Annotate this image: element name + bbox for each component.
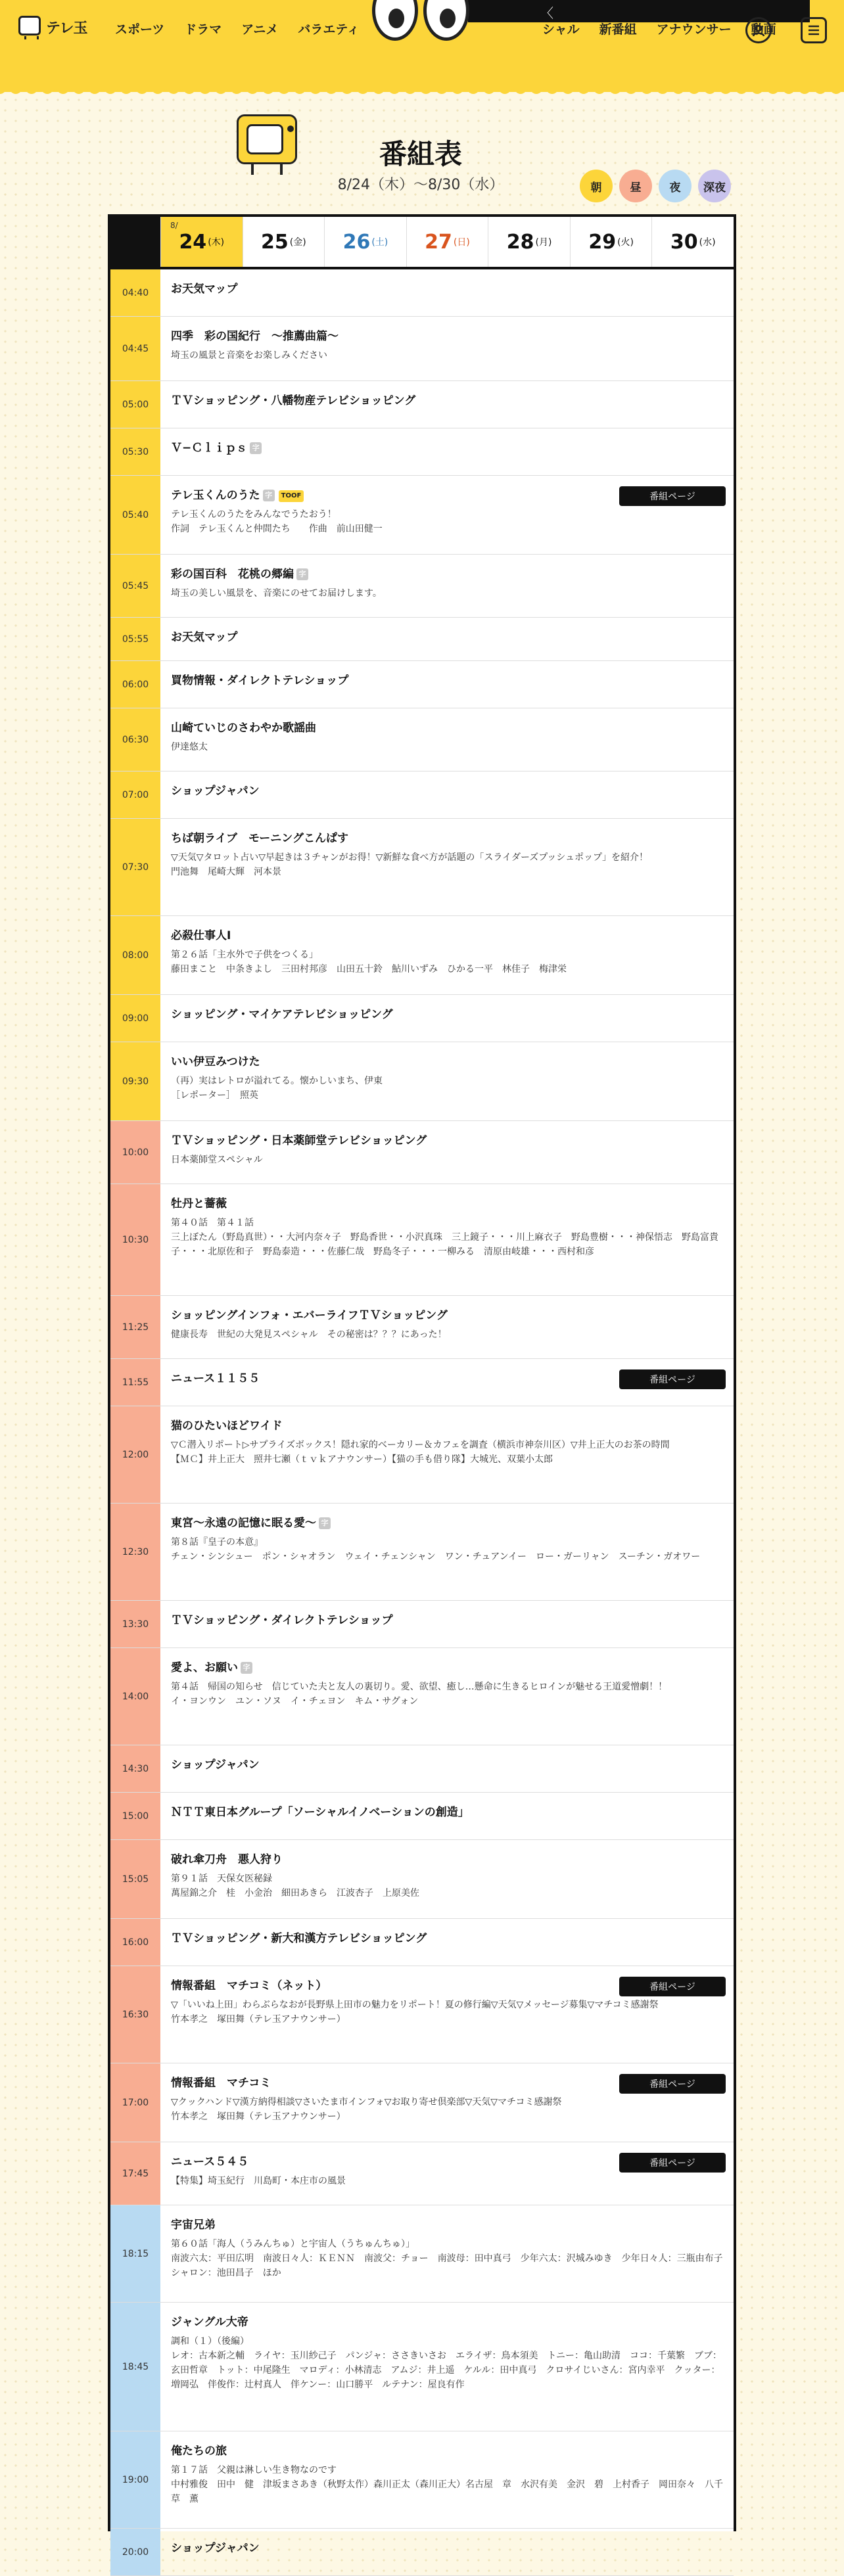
day-number: 27 <box>425 230 452 254</box>
program-row[interactable] <box>110 1648 734 1745</box>
program-title-line <box>171 783 724 799</box>
mascot-right-eye <box>423 0 469 41</box>
schedule-title-area <box>0 110 844 202</box>
program-cell <box>160 1745 734 1792</box>
program-title[interactable]: ショップジャパン <box>171 1759 260 1772</box>
tver-badge[interactable]: TOOF <box>279 490 304 502</box>
program-row[interactable] <box>110 317 734 381</box>
logo-text: テレ玉 <box>46 20 87 37</box>
day-tab-28[interactable] <box>488 217 570 267</box>
program-row[interactable] <box>110 819 734 916</box>
day-number: 28 <box>506 230 534 254</box>
program-cast: チェン・シンシュー ポン・シャオラン ウェイ・チェンシャン ワン・チュアンイー ロー・ガーリャン スーチン・ガオワー <box>171 1552 701 1562</box>
program-cell <box>160 1121 734 1184</box>
program-title[interactable]: ショッピング・マイケアテレビショッピング <box>171 1008 393 1021</box>
program-cell <box>160 1840 734 1918</box>
program-cell <box>160 1601 734 1647</box>
day-number: 29 <box>588 230 617 254</box>
day-tab-26[interactable] <box>324 217 406 267</box>
program-title-line <box>171 1757 724 1773</box>
program-time: 06:30 <box>110 708 160 771</box>
program-title-line <box>171 1308 724 1323</box>
time-late-night-label: 深夜 <box>703 181 726 195</box>
program-page-button[interactable]: 番組ページ <box>619 2074 726 2094</box>
program-cell <box>160 819 734 915</box>
program-time: 13:30 <box>110 1601 160 1647</box>
day-weekday: (木) <box>208 237 225 248</box>
program-cast: 萬屋錦之介 桂 小金治 細田あきら 江波杏子 上原美佐 <box>171 1888 419 1898</box>
program-title-line <box>171 1931 724 1946</box>
program-cast: 作詞 テレ玉くんと仲間たち 作曲 前山田健一 <box>171 524 383 534</box>
program-row[interactable] <box>110 771 734 819</box>
program-cast: ［レポーター］ 照英 <box>171 1090 258 1101</box>
day-tab-25[interactable] <box>243 217 325 267</box>
program-time: 08:00 <box>110 916 160 994</box>
program-cell <box>160 1919 734 1966</box>
program-cast: レオ：古本新之輔 ライヤ：玉川紗己子 パンジャ：ささきいさお エライザ：鳥本須美 トニー：亀山助清 ココ：千葉繁 ブブ：玄田哲章 トット：中尾隆生 マロディ：小林清志 アムジ：井上遥 ケルル：田中真弓 クロサイじいさん：宮内幸平 クッター：増岡弘 伴俊作：辻村真人 伴ケンー：山口勝平 ルテナン：屋良有作 <box>171 2351 722 2390</box>
nav-announcers[interactable]: アナウンサー <box>656 22 732 37</box>
program-row[interactable] <box>110 1793 734 1840</box>
program-title[interactable]: 宇宙兄弟 <box>171 2219 216 2232</box>
day-tab-30[interactable] <box>651 217 734 267</box>
program-title[interactable]: ニュース５４５ <box>171 2155 249 2169</box>
program-row[interactable] <box>110 2529 734 2576</box>
program-time: 18:15 <box>110 2205 160 2302</box>
program-cell <box>160 2303 734 2431</box>
program-cell <box>160 1042 734 1120</box>
program-description: 第８話『皇子の本意』 <box>171 1537 263 1548</box>
program-row[interactable] <box>110 1601 734 1648</box>
page-title: 番組表 <box>379 138 462 170</box>
program-time: 11:55 <box>110 1359 160 1406</box>
program-title[interactable]: ジャングル大帝 <box>171 2316 248 2329</box>
program-title-line <box>171 1418 724 1434</box>
day-number: 30 <box>670 230 698 254</box>
program-title[interactable]: ショップジャパン <box>171 785 260 798</box>
program-cell <box>160 1184 734 1295</box>
program-title[interactable]: ニュース１１５５ <box>171 1372 260 1385</box>
program-description: 調和（１）（後編） <box>171 2336 249 2347</box>
program-time: 05:30 <box>110 428 160 475</box>
program-description: テレ玉くんのうたをみんなでうたおう！ <box>171 509 337 520</box>
program-title[interactable]: お天気マップ <box>171 631 238 644</box>
caption-mark-icon: 字 <box>241 1662 252 1674</box>
program-row[interactable] <box>110 2303 734 2431</box>
time-night-button[interactable] <box>659 170 692 202</box>
site-logo[interactable] <box>18 11 92 41</box>
time-morning-button[interactable] <box>580 170 613 202</box>
program-title-line <box>171 2541 724 2556</box>
caption-mark-icon: 字 <box>319 1517 331 1529</box>
program-row[interactable] <box>110 1121 734 1184</box>
program-title-line <box>171 1054 724 1070</box>
schedule-table <box>108 214 736 2558</box>
program-row[interactable] <box>110 555 734 618</box>
program-title[interactable]: ＴＶショッピング・日本薬師堂テレビショッピング <box>171 1134 427 1147</box>
program-row[interactable] <box>110 428 734 476</box>
program-description: ▽Ｃ潜入リポート▷サプライズボックス！隠れ家的ベーカリー＆カフェを調査（横浜市神奈川区）▽井上正大のお茶の時間 <box>171 1440 670 1450</box>
program-row[interactable] <box>110 916 734 995</box>
program-time: 05:45 <box>110 555 160 617</box>
nav-new-programs[interactable]: 新番組 <box>599 22 637 37</box>
program-description: （再）実はレトロが溢れてる。懐かしいまち、伊東 <box>171 1076 383 1086</box>
program-time: 10:00 <box>110 1121 160 1184</box>
program-time: 12:30 <box>110 1504 160 1600</box>
program-cast: イ・ヨンウン ユン・ソヌ イ・チェヨン キム・サグォン <box>171 1696 419 1707</box>
program-title[interactable]: 山崎ていじのさわやか歌謡曲 <box>171 722 316 735</box>
program-description: 第４０話 第４１話 <box>171 1218 254 1228</box>
program-time: 04:40 <box>110 269 160 316</box>
program-cell <box>160 771 734 818</box>
program-row[interactable] <box>110 2205 734 2303</box>
program-title-line <box>171 673 724 689</box>
program-cell <box>160 1359 734 1406</box>
program-list <box>110 269 734 2576</box>
program-time: 17:00 <box>110 2063 160 2142</box>
program-title-line <box>171 1852 724 1868</box>
program-title[interactable]: ショッピングインフォ・エバーライフＴＶショッピング <box>171 1309 448 1322</box>
program-time: 17:45 <box>110 2142 160 2205</box>
program-cell <box>160 2142 734 2205</box>
nav-sports[interactable]: スポーツ <box>115 22 165 37</box>
program-description: 第２６話「主水外で子供をつくる」 <box>171 950 318 960</box>
program-row[interactable] <box>110 1184 734 1296</box>
program-title-line <box>171 1660 724 1676</box>
program-title-line <box>171 393 724 409</box>
program-row[interactable] <box>110 1042 734 1121</box>
nav-anime[interactable]: アニメ <box>241 22 279 37</box>
day-weekday: (水) <box>699 237 716 248</box>
time-late-night-button[interactable] <box>698 170 731 202</box>
day-weekday: (火) <box>617 237 634 248</box>
program-cell <box>160 476 734 554</box>
nav-special[interactable]: シャル <box>542 22 580 37</box>
day-weekday: (月) <box>535 237 552 248</box>
program-row[interactable] <box>110 2431 734 2529</box>
program-description: 埼玉の風景と音楽をお楽しみください <box>171 350 327 361</box>
program-row[interactable] <box>110 1919 734 1966</box>
program-title-line <box>171 720 724 736</box>
time-daytime-label: 昼 <box>630 181 642 195</box>
program-title[interactable]: 東宮〜永遠の記憶に眠る愛〜 <box>171 1517 316 1530</box>
date-range: 8/24（木）〜8/30（水） <box>337 177 504 193</box>
program-title-line <box>171 630 724 645</box>
program-title[interactable]: ＴＶショッピング・八幡物産テレビショッピング <box>171 394 416 407</box>
program-time: 11:25 <box>110 1296 160 1358</box>
program-description: ▽「いいね上田」わらぶらなおが長野県上田市の魅力をリポート！夏の修行編▽天気▽メッセージ募集▽マチコミ感謝祭 <box>171 2000 659 2010</box>
program-cell <box>160 1406 734 1503</box>
program-row[interactable] <box>110 1966 734 2063</box>
program-time: 14:00 <box>110 1648 160 1745</box>
day-number: 26 <box>342 230 371 254</box>
program-time: 07:00 <box>110 771 160 818</box>
program-cell <box>160 916 734 994</box>
program-cast: 南波六太：平田広明 南波日々人：ＫＥＮＮ 南波父：チョー 南波母：田中真弓 少年六太：沢城みゆき 少年日々人：三瓶由布子 シャロン：池田昌子 ほか <box>171 2253 732 2278</box>
program-time: 12:00 <box>110 1406 160 1503</box>
program-time: 10:30 <box>110 1184 160 1295</box>
program-cast: 【ＭＣ】井上正大 照井七瀬（ｔｖｋアナウンサー）【猫の手も借り隊】大城光、双葉小太郎 <box>171 1454 553 1465</box>
program-cell <box>160 995 734 1042</box>
program-title[interactable]: 猫のひたいほどワイド <box>171 1419 283 1433</box>
program-row[interactable] <box>110 2063 734 2142</box>
program-cell <box>160 2205 734 2302</box>
program-cast: 門池舞 尾崎大輝 河本景 <box>171 867 281 877</box>
program-title[interactable]: ショップジャパン <box>171 2542 260 2555</box>
program-title-line <box>171 1805 724 1820</box>
time-daytime-button[interactable] <box>619 170 652 202</box>
program-title-line <box>171 831 724 846</box>
program-page-button[interactable]: 番組ページ <box>619 486 726 506</box>
program-cast: 中村雅俊 田中 健 津坂まさあき（秋野太作）森川正太（森川正大）名古屋 章 水沢有美 金沢 碧 上村香子 岡田奈々 八千草 薫 <box>171 2479 723 2504</box>
program-title-line <box>171 281 724 297</box>
program-title-line <box>171 1007 724 1023</box>
program-row[interactable] <box>110 1504 734 1601</box>
program-cast: 藤田まこと 中条きよし 三田村邦彦 山田五十鈴 鮎川いずみ ひかる一平 林佳子 梅津栄 <box>171 964 567 975</box>
caption-mark-icon: 字 <box>296 568 308 580</box>
program-description: 健康長寿 世紀の大発見スペシャル その秘密は？？？にあった！ <box>171 1329 447 1340</box>
program-title-line <box>171 440 724 456</box>
program-title-line <box>171 566 724 582</box>
day-month: 8/ <box>170 221 178 230</box>
program-cell <box>160 2529 734 2575</box>
program-row[interactable] <box>110 1406 734 1504</box>
day-number: 24 <box>179 230 207 254</box>
day-weekday: (日) <box>453 237 470 248</box>
program-row[interactable] <box>110 1745 734 1793</box>
program-row[interactable] <box>110 661 734 708</box>
caption-mark-icon: 字 <box>250 442 262 454</box>
program-title[interactable]: Ｖ−Ｃｌｉｐｓ <box>171 442 248 455</box>
program-time: 05:00 <box>110 381 160 428</box>
nav-video[interactable]: 動画 <box>751 22 776 37</box>
program-page-button[interactable]: 番組ページ <box>619 2153 726 2173</box>
program-cast: 竹本孝之 塚田舞（テレ玉アナウンサー） <box>171 2111 346 2122</box>
program-cast: 竹本孝之 塚田舞（テレ玉アナウンサー） <box>171 2014 346 2025</box>
day-tab-24[interactable] <box>160 217 243 267</box>
program-time: 16:30 <box>110 1966 160 2063</box>
program-title-line <box>171 2314 724 2330</box>
banner-prev-arrow-icon[interactable]: 〈 <box>540 5 553 21</box>
program-time: 04:45 <box>110 317 160 380</box>
program-title[interactable]: お天気マップ <box>171 283 238 296</box>
program-title[interactable]: ＮＴＴ東日本グループ「ソーシャルイノベーションの創造」 <box>171 1806 469 1819</box>
time-night-label: 夜 <box>669 181 681 195</box>
program-time: 16:00 <box>110 1919 160 1966</box>
program-title[interactable]: 情報番組 マチコミ（ネット） <box>171 1979 327 1992</box>
program-time: 20:00 <box>110 2529 160 2575</box>
program-title[interactable]: いい伊豆みつけた <box>171 1055 260 1069</box>
program-cast: 三上ぼたん（野島真世）・・大河内奈々子 野島香世・・小沢真珠 三上鏡子・・・川上麻衣子 野島豊樹・・・神保悟志 野島富貴子・・・北原佐和子 野島泰造・・・佐藤仁哉 野島冬子・・・一柳みる 清原由岐雄・・・西村和彦 <box>171 1232 718 1257</box>
menu-icon[interactable] <box>801 17 827 43</box>
header-wave-divider <box>0 83 844 100</box>
program-row[interactable] <box>110 381 734 428</box>
program-row[interactable] <box>110 995 734 1042</box>
program-cell <box>160 381 734 428</box>
program-title[interactable]: テレ玉くんのうた <box>171 489 260 502</box>
program-description: 埼玉の美しい風景を、音楽にのせてお届けします。 <box>171 588 382 599</box>
program-description: 第９１話 天保女医秘録 <box>171 1874 272 1884</box>
program-description: 第４話 帰国の知らせ 信じていた夫と友人の裏切り。愛、欲望、癒し…懸命に生きるヒロインが魅せる王道愛憎劇！！ <box>171 1682 668 1692</box>
program-time: 19:00 <box>110 2431 160 2528</box>
program-row[interactable] <box>110 476 734 555</box>
program-title[interactable]: 俺たちの旅 <box>171 2445 227 2458</box>
day-number: 25 <box>261 230 289 254</box>
program-time: 18:45 <box>110 2303 160 2431</box>
program-title[interactable]: 牡丹と薔薇 <box>171 1197 227 1210</box>
mascot-eyes <box>372 0 471 43</box>
site-header <box>0 0 844 92</box>
program-cell <box>160 269 734 316</box>
program-description: 日本薬師堂スペシャル <box>171 1155 263 1165</box>
program-title-line <box>171 928 724 944</box>
program-row[interactable] <box>110 1296 734 1359</box>
program-cell <box>160 708 734 771</box>
program-cell <box>160 1793 734 1839</box>
program-cell <box>160 2431 734 2528</box>
program-row[interactable] <box>110 2142 734 2205</box>
program-title[interactable]: 彩の国百科 花桃の郷編 <box>171 568 294 581</box>
day-tabs <box>110 217 734 269</box>
user-icon[interactable] <box>745 17 772 43</box>
program-description: 伊達悠太 <box>171 742 208 752</box>
program-title[interactable]: 情報番組 マチコミ <box>171 2077 271 2090</box>
program-title[interactable]: 必殺仕事人Ⅰ <box>171 929 231 942</box>
program-cell <box>160 555 734 617</box>
program-title[interactable]: 四季 彩の国紀行 〜推薦曲篇〜 <box>171 330 339 343</box>
program-page-button[interactable]: 番組ページ <box>619 1369 726 1389</box>
mascot-left-eye <box>372 0 418 41</box>
program-title-line <box>171 1196 724 1212</box>
day-tabs-corner <box>110 217 160 267</box>
program-title[interactable]: 破れ傘刀舟 悪人狩り <box>171 1853 283 1866</box>
program-time: 06:00 <box>110 661 160 708</box>
day-weekday: (金) <box>289 237 306 248</box>
program-cell <box>160 317 734 380</box>
program-cell <box>160 2063 734 2142</box>
program-description: 第６０話「海人（うみんちゅ）と宇宙人（うちゅんちゅ）」 <box>171 2239 415 2249</box>
program-description: ▽クックハンド▽漢方納得相談▽さいたま市インフォ▽お取り寄せ倶楽部▽天気▽マチコミ感謝祭 <box>171 2097 562 2107</box>
program-row[interactable] <box>110 269 734 317</box>
program-title-line <box>171 2443 724 2459</box>
program-time: 15:00 <box>110 1793 160 1839</box>
program-row[interactable] <box>110 618 734 661</box>
nav-variety[interactable]: バラエティ <box>298 22 360 37</box>
day-weekday: (土) <box>371 237 388 248</box>
program-cell <box>160 1648 734 1745</box>
program-time: 07:30 <box>110 819 160 915</box>
program-time: 05:40 <box>110 476 160 554</box>
program-cell <box>160 428 734 475</box>
program-cell <box>160 1966 734 2063</box>
program-cell <box>160 618 734 660</box>
program-row[interactable] <box>110 1840 734 1919</box>
program-time: 14:30 <box>110 1745 160 1792</box>
program-title[interactable]: ＴＶショッピング・ダイレクトテレショップ <box>171 1614 393 1627</box>
program-title[interactable]: ＴＶショッピング・新大和漢方テレビショッピング <box>171 1932 427 1945</box>
program-row[interactable] <box>110 708 734 771</box>
program-time: 09:00 <box>110 995 160 1042</box>
day-tab-29[interactable] <box>570 217 652 267</box>
nav-drama[interactable]: ドラマ <box>184 22 222 37</box>
program-time: 05:55 <box>110 618 160 660</box>
program-title-line <box>171 329 724 344</box>
program-title[interactable]: 愛よ、お願い <box>171 1661 238 1674</box>
program-page-button[interactable]: 番組ページ <box>619 1977 726 1996</box>
program-title-line <box>171 1133 724 1149</box>
time-morning-label: 朝 <box>590 181 602 195</box>
program-cell <box>160 661 734 708</box>
program-title[interactable]: ちば朝ライブ モーニングこんぱす <box>171 832 348 845</box>
program-title-line <box>171 2217 724 2233</box>
main-nav <box>105 20 369 43</box>
program-title[interactable]: 買物情報・ダイレクトテレショップ <box>171 674 349 687</box>
program-row[interactable] <box>110 1359 734 1406</box>
logo-tv-icon <box>18 16 41 35</box>
program-time: 09:30 <box>110 1042 160 1120</box>
day-tab-27[interactable] <box>406 217 488 267</box>
program-title-line <box>171 1613 724 1628</box>
program-description: ▽天気▽タロット占い▽早起きは３チャンがお得！▽新鮮な食べ方が話題の「スライダーズプッシュポップ」を紹介！ <box>171 852 648 863</box>
program-cell <box>160 1504 734 1600</box>
program-description: 【特集】埼玉紀行 川島町・本庄市の風景 <box>171 2176 346 2186</box>
program-title-line <box>171 1515 724 1531</box>
tv-mascot-icon <box>234 110 300 179</box>
program-description: 第１７話 父親は淋しい生き物なのです <box>171 2465 337 2475</box>
program-time: 15:05 <box>110 1840 160 1918</box>
program-cell <box>160 1296 734 1358</box>
caption-mark-icon: 字 <box>263 490 275 501</box>
